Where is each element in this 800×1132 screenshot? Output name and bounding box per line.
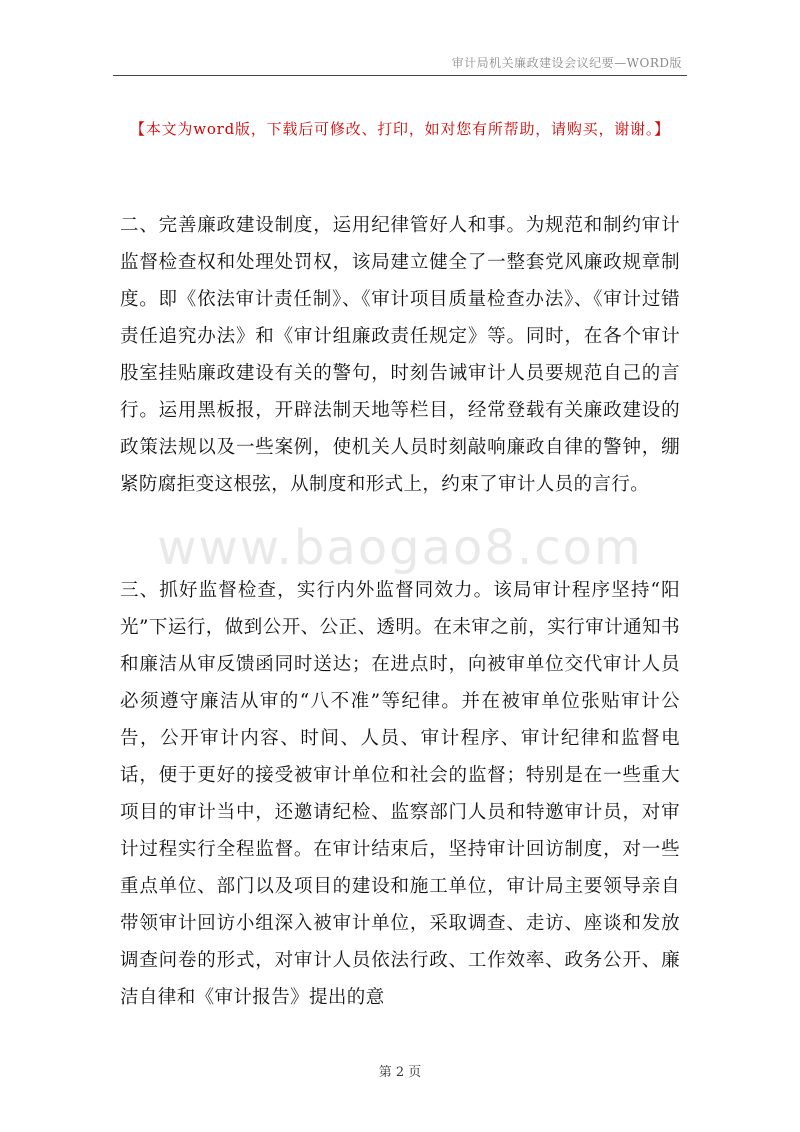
running-header-title: 审计局机关廉政建设会议纪要—WORD版 <box>451 56 682 70</box>
body-paragraph: 三、抓好监督检查，实行内外监督同效力。该局审计程序坚持“阳光”下运行，做到公开、公正、透明。在未审之前，实行审计通知书和廉洁从审反馈函同时送达；在进点时，向被审单位交代审计人员必须遵守廉洁从审的“八不准”等纪律。并在被审单位张贴审计公告，公开审计内容、时间、人员、审计程序、审计纪律和监督电话，便于更好的接受被审计单位和社会的监督；特别是在一些重大项目的审计当中，还邀请纪检、监察部门人员和特邀审计员，对审计过程实行全程监督。在审计结束后，坚持审计回访制度，对一些重点单位、部门以及项目的建设和施工单位，审计局主要领导亲自带领审计回访小组深入被审计单位，采取调查、走访、座谈和发放调查问卷的形式，对审计人员依法行政、工作效率、政务公开、廉洁自律和《审计报告》提出的意 <box>120 580 680 1008</box>
watermark-text: www.baogao8.com <box>157 520 643 576</box>
purchase-notice: 【本文为word版，下载后可修改、打印，如对您有所帮助，请购买，谢谢。】 <box>130 120 670 138</box>
header-divider <box>113 75 687 76</box>
body-paragraph: 二、完善廉政建设制度，运用纪律管好人和事。为规范和制约审计监督检查权和处理处罚权，该局建立健全了一整套党风廉政规章制度。即《依法审计责任制》、《审计项目质量检查办法》、《审计过错责任追究办法》和《审计组廉政责任规定》等。同时，在各个审计股室挂贴廉政建设有关的警句，时刻告诫审计人员要规范自己的言行。运用黑板报，开辟法制天地等栏目，经常登载有关廉政建设的政策法规以及一些案例，使机关人员时刻敲响廉政自律的警钟，绷紧防腐拒变这根弦，从制度和形式上，约束了审计人员的言行。 <box>120 215 680 495</box>
page-number: 第 2 页 <box>378 1065 422 1080</box>
